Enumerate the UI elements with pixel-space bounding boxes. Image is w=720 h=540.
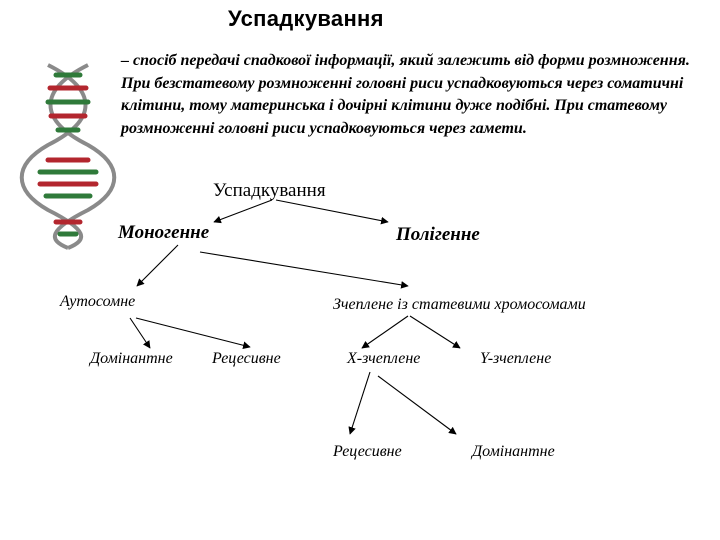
edge-autosomal-dominant xyxy=(130,318,150,348)
slide-title: Успадкування xyxy=(228,6,384,31)
edge-sexlinked-ylinked xyxy=(410,316,460,348)
tree-node-x-dominant: Домінантне xyxy=(472,443,555,460)
edge-root-polygenic xyxy=(276,200,388,222)
edge-root-monogenic xyxy=(214,200,272,222)
edge-monogenic-sexlinked xyxy=(200,252,408,286)
tree-node-x-linked: Х-зчеплене xyxy=(347,350,421,367)
edge-xlinked-recessive xyxy=(350,372,370,434)
tree-node-y-linked: Y-зчеплене xyxy=(480,350,552,367)
edge-monogenic-autosomal xyxy=(137,245,178,286)
edge-sexlinked-xlinked xyxy=(362,316,408,348)
tree-node-autosomal: Аутосомне xyxy=(60,293,136,310)
tree-node-monogenic: Моногенне xyxy=(118,222,210,243)
tree-node-polygenic: Полігенне xyxy=(396,224,480,245)
tree-node-x-recessive: Рецесивне xyxy=(333,443,402,460)
tree-node-root: Успадкування xyxy=(213,180,326,201)
tree-node-autosomal-recessive: Рецесивне xyxy=(212,350,281,367)
tree-node-autosomal-dominant: Домінантне xyxy=(90,350,173,367)
edge-xlinked-dominant xyxy=(378,376,456,434)
definition-text: – спосіб передачі спадкової інформації, який залежить від форми розмноження. При безстатевому розмноженні головні риси успадковуються через соматичні клітини, тому материнська і дочірні клітини дуже подібні. При статевому розмноженні головні риси успадковуються через гамети. xyxy=(121,52,690,137)
tree-node-sex-linked: Зчеплене із статевими хромосомами xyxy=(333,296,586,313)
edge-autosomal-recessive xyxy=(136,318,250,347)
